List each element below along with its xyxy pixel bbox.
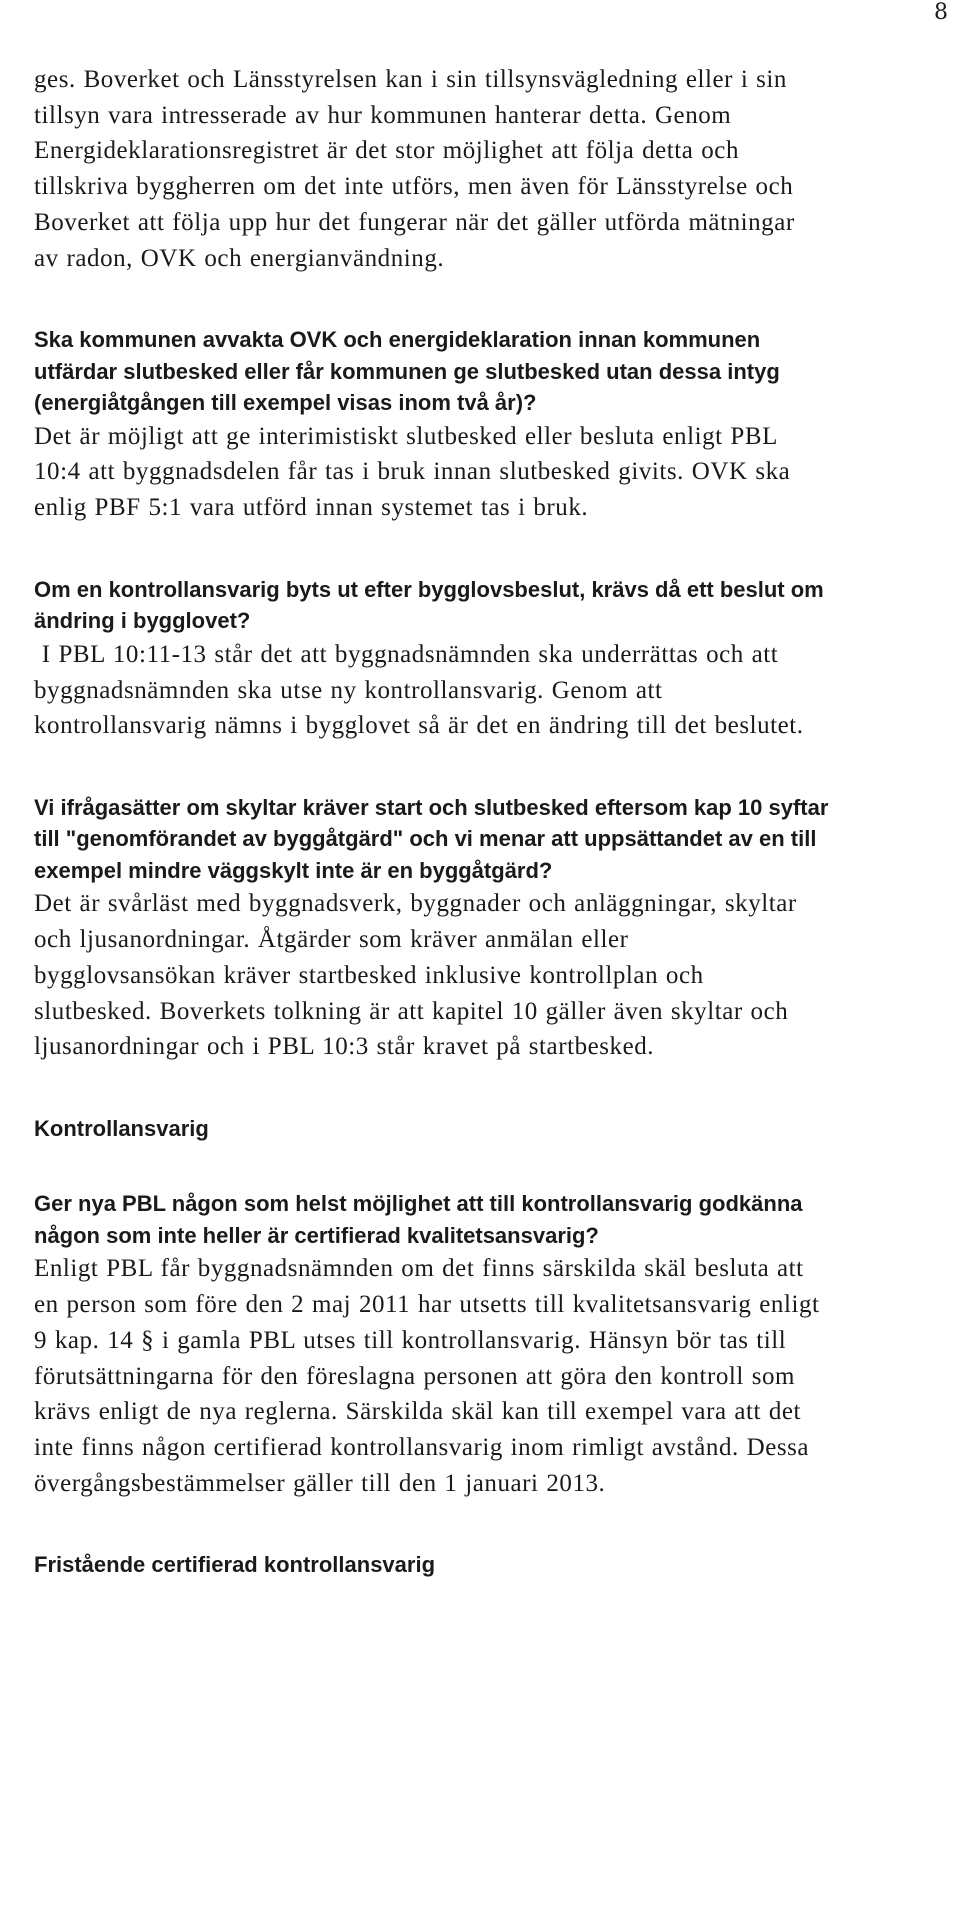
qa-block-ovk <box>34 324 954 526</box>
question-line: utfärdar slutbesked eller får kommunen ge slutbesked utan dessa intyg <box>34 358 780 384</box>
text-line: tillsyn vara intresserade av hur kommunen hanterar detta. Genom <box>34 101 732 129</box>
answer-line: 10:4 att byggnadsdelen får tas i bruk innan slutbesked givits. OVK ska <box>34 458 791 486</box>
section-kontrollansvarig <box>34 1113 954 1145</box>
answer-line: bygglovsansökan kräver startbesked inklusive kontrollplan och <box>34 961 704 989</box>
section-heading: Fristående certifierad kontrollansvarig <box>34 1552 436 1578</box>
answer-line: en person som före den 2 maj 2011 har utsetts till kvalitetsansvarig enligt <box>34 1291 820 1319</box>
question-line: till "genomförandet av byggåtgärd" och vi menar att uppsättandet av en till <box>34 826 817 852</box>
answer-line: inte finns någon certifierad kontrollansvarig inom rimligt avstånd. Dessa <box>34 1433 810 1461</box>
qa-block-certifiering <box>34 1188 954 1501</box>
intro-paragraph <box>34 62 954 276</box>
answer-line: krävs enligt de nya reglerna. Särskilda skäl kan till exempel vara att det <box>34 1398 802 1426</box>
text-line: Boverket att följa upp hur det fungerar när det gäller utförda mätningar <box>34 208 795 236</box>
answer-line: förutsättningarna för den föreslagna personen att göra den kontroll som <box>34 1362 796 1390</box>
answer-line: Det är möjligt att ge interimistiskt slutbesked eller besluta enligt PBL <box>34 422 778 450</box>
answer-line: kontrollansvarig nämns i bygglovet så är det en ändring till det beslutet. <box>34 712 804 740</box>
question-line: exempel mindre väggskylt inte är en byggåtgärd? <box>34 857 553 883</box>
text-line: ges. Boverket och Länsstyrelsen kan i sin tillsynsvägledning eller i sin <box>34 66 787 93</box>
question-line: Ger nya PBL någon som helst möjlighet att till kontrollansvarig godkänna <box>34 1191 803 1217</box>
section-fristaende <box>34 1549 954 1581</box>
qa-block-skyltar <box>34 792 954 1065</box>
question-line: Ska kommunen avvakta OVK och energideklaration innan kommunen <box>34 327 761 353</box>
text-line: av radon, OVK och energianvändning. <box>34 244 445 272</box>
question-line: ändring i bygglovet? <box>34 608 251 634</box>
question-line: Vi ifrågasätter om skyltar kräver start och slutbesked eftersom kap 10 syftar <box>34 794 829 820</box>
page-number: 8 <box>934 0 948 25</box>
answer-line: övergångsbestämmelser gäller till den 1 januari 2013. <box>34 1469 606 1497</box>
answer-line: Det är svårläst med byggnadsverk, byggnader och anläggningar, skyltar <box>34 890 797 918</box>
answer-line: I PBL 10:11-13 står det att byggnadsnämnden ska underrättas och att <box>34 640 779 668</box>
question-line: (energiåtgången till exempel visas inom två år)? <box>34 390 537 416</box>
text-line: Energideklarationsregistret är det stor möjlighet att följa detta och <box>34 137 739 165</box>
answer-line: 9 kap. 14 § i gamla PBL utses till kontrollansvarig. Hänsyn bör tas till <box>34 1326 787 1354</box>
answer-line: och ljusanordningar. Åtgärder som kräver anmälan eller <box>34 926 629 954</box>
qa-block-kontrollansvarig-byte <box>34 574 954 744</box>
question-line: någon som inte heller är certifierad kvalitetsansvarig? <box>34 1222 599 1248</box>
question-line: Om en kontrollansvarig byts ut efter bygglovsbeslut, krävs då ett beslut om <box>34 576 824 602</box>
answer-line: byggnadsnämnden ska utse ny kontrollansvarig. Genom att <box>34 676 663 704</box>
answer-line: slutbesked. Boverkets tolkning är att kapitel 10 gäller även skyltar och <box>34 997 789 1025</box>
answer-line: Enligt PBL får byggnadsnämnden om det finns särskilda skäl besluta att <box>34 1255 804 1283</box>
section-heading: Kontrollansvarig <box>34 1115 209 1141</box>
document-body <box>34 62 954 1581</box>
text-line: tillskriva byggherren om det inte utförs, men även för Länsstyrelse och <box>34 173 794 201</box>
answer-line: enlig PBF 5:1 vara utförd innan systemet tas i bruk. <box>34 494 589 522</box>
answer-line: ljusanordningar och i PBL 10:3 står kravet på startbesked. <box>34 1033 655 1061</box>
